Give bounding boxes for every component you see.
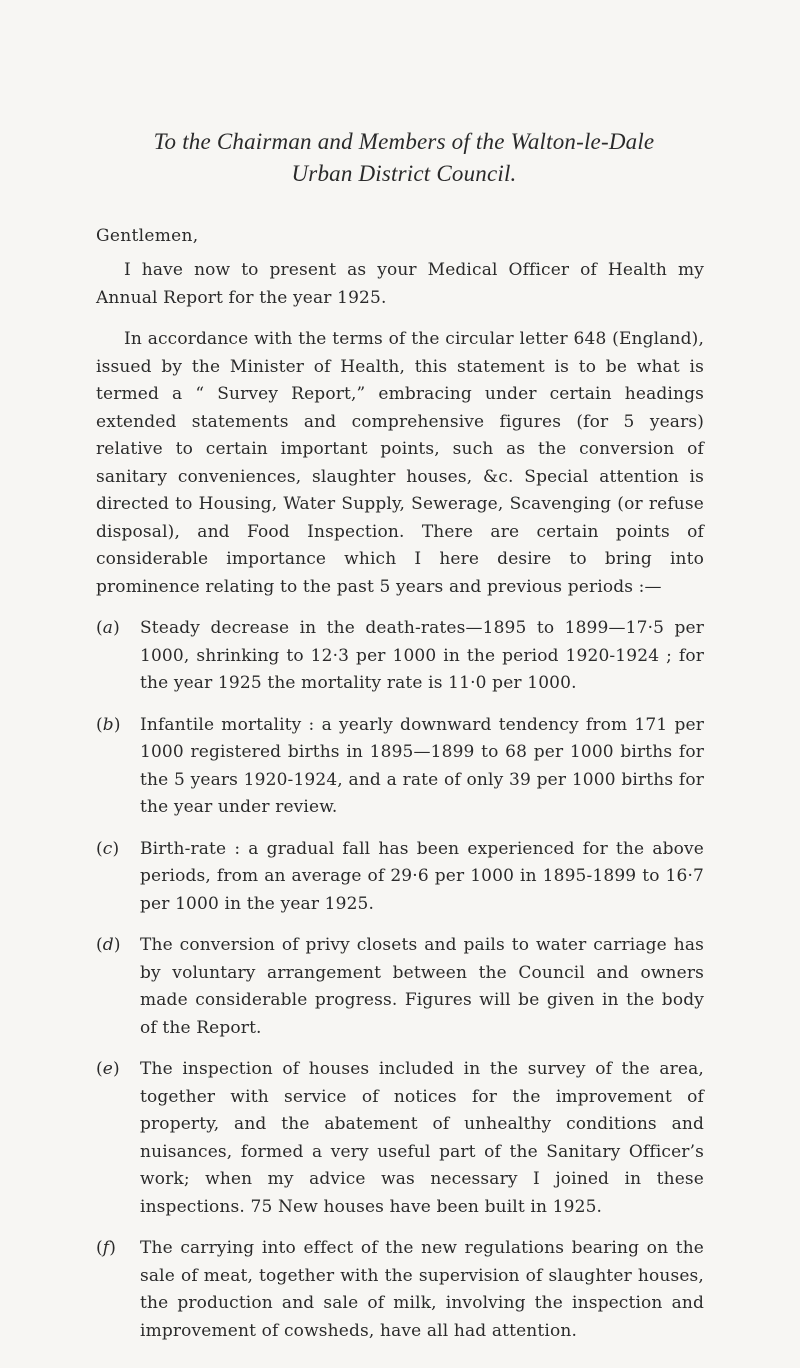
list-item-text: Steady decrease in the death-rates—1895 to 1899—17·5 per 1000, shrinking to 12·3 per 1000 in the period 1920-1924 ; for the year 1925 the mortality rate is 11·0 per 1000. [140, 618, 704, 693]
intro-paragraph: I have now to present as your Medical Officer of Health my Annual Report for the year 1925. [96, 260, 704, 308]
title-line-2: Urban District Council. [291, 161, 517, 186]
list-item [96, 615, 704, 698]
list-item [96, 1056, 704, 1221]
list-item-text: The inspection of houses included in the survey of the area, together with service of notices for the improvement of property, and the abatement of unhealthy conditions and nuisances, formed a very useful part of the Sanitary Officer’s work; when my advice was necessary I joined in these inspections. 75 New houses have been built in 1925. [140, 1059, 704, 1217]
page-title [104, 126, 704, 190]
title-line-1: To the Chairman and Members of the Walton-le-Dale [153, 129, 655, 154]
list-item-text: The carrying into effect of the new regulations bearing on the sale of meat, together with the supervision of slaughter houses, the production and sale of milk, involving the inspection and improvement of cowsheds, have all had attention. [140, 1238, 704, 1341]
list-marker: (e) [96, 1059, 120, 1079]
list-item [96, 932, 704, 1042]
list-item [96, 836, 704, 919]
points-list [96, 615, 704, 1345]
list-marker: (a) [96, 618, 120, 638]
body-paragraph: In accordance with the terms of the circular letter 648 (England), issued by the Minister of Health, this statement is to be what is termed a “ Survey Report,” embracing under certain headings extended statements and comprehensive figures (for 5 years) relative to certain important points, such as the conversion of sanitary conveniences, slaughter houses, &c. Special attention is directed to Housing, Water Supply, Sewerage, Scavenging (or refuse disposal), and Food Inspection. There are certain points of considerable importance which I here desire to bring into prominence relating to the past 5 years and previous periods :— [96, 329, 704, 597]
list-marker: (b) [96, 714, 121, 735]
list-item [96, 1235, 704, 1345]
list-item-text: The conversion of privy closets and pails to water carriage has by voluntary arrangement between the Council and owners made considerable progress. Figures will be given in the body of the Report. [140, 935, 704, 1038]
list-item-text: Birth-rate : a gradual fall has been experienced for the above periods, from an average of 29·6 per 1000 in 1895-1899 to 16·7 per 1000 in the year 1925. [140, 838, 704, 914]
list-item-text: Infantile mortality : a yearly downward tendency from 171 per 1000 registered births in 1895—1899 to 68 per 1000 births for the 5 years 1920-1924, and a rate of only 39 per 1000 births for the year under review. [140, 714, 704, 817]
salutation: Gentlemen, [96, 226, 199, 246]
list-marker: (f) [96, 1238, 117, 1258]
list-marker: (c) [96, 838, 120, 859]
list-marker: (d) [96, 935, 121, 955]
list-item [96, 712, 704, 822]
